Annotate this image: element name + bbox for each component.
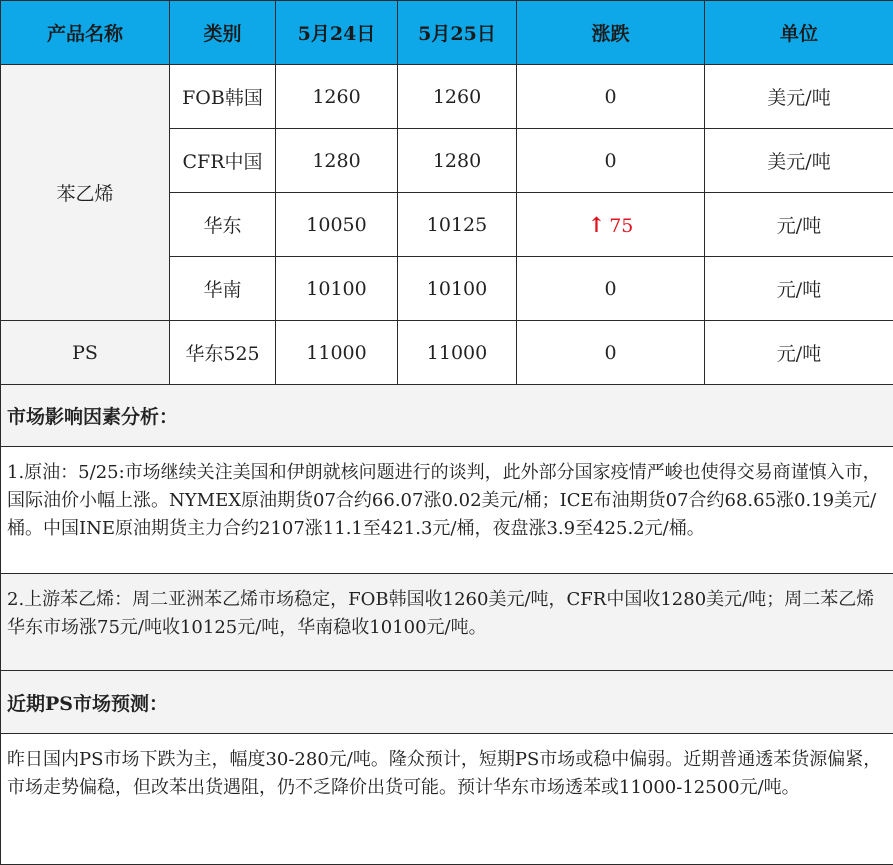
date1-value: 11000 xyxy=(276,321,398,385)
change-value-up xyxy=(517,193,705,257)
analysis-title: 市场影响因素分析： xyxy=(1,385,893,447)
table-row xyxy=(1,321,893,385)
category-cell: 华东 xyxy=(170,193,276,257)
forecast-title-row xyxy=(1,671,893,734)
analysis-paragraph-styrene: 2.上游苯乙烯：周二亚洲苯乙烯市场稳定，FOB韩国收1260美元/吨，CFR中国收1280美元/吨；周二苯乙烯华东市场涨75元/吨收10125元/吨，华南稳收10100元/吨。 xyxy=(1,574,893,671)
analysis-paragraph-row xyxy=(1,574,893,671)
header-product: 产品名称 xyxy=(1,1,170,65)
header-category: 类别 xyxy=(170,1,276,65)
date2-value: 10100 xyxy=(398,257,517,321)
change-value: 0 xyxy=(517,321,705,385)
date1-value: 1260 xyxy=(276,65,398,129)
product-name-ps: PS xyxy=(1,321,170,385)
change-value: 0 xyxy=(517,65,705,129)
change-value: 0 xyxy=(517,257,705,321)
date1-value: 10100 xyxy=(276,257,398,321)
header-unit: 单位 xyxy=(705,1,893,65)
table-row xyxy=(1,65,893,129)
forecast-paragraph: 昨日国内PS市场下跌为主，幅度30-280元/吨。隆众预计，短期PS市场或稳中偏弱。近期普通透苯货源偏紧，市场走势偏稳，但改苯出货遇阻，仍不乏降价出货可能。预计华东市场透苯或11000-12500元/吨。 xyxy=(1,734,893,865)
date2-value: 10125 xyxy=(398,193,517,257)
unit-value: 元/吨 xyxy=(705,193,893,257)
date1-value: 10050 xyxy=(276,193,398,257)
unit-value: 美元/吨 xyxy=(705,129,893,193)
table-header-row xyxy=(1,1,893,65)
date2-value: 1280 xyxy=(398,129,517,193)
unit-value: 元/吨 xyxy=(705,257,893,321)
analysis-paragraph-crude: 1.原油：5/25:市场继续关注美国和伊朗就核问题进行的谈判，此外部分国家疫情严峻也使得交易商谨慎入市，国际油价小幅上涨。NYMEX原油期货07合约66.07涨0.02美元/桶；ICE布油期货07合约68.65涨0.19美元/桶。中国INE原油期货主力合约2107涨11.1至421.3元/桶，夜盘涨3.9至425.2元/桶。 xyxy=(1,447,893,574)
unit-value: 元/吨 xyxy=(705,321,893,385)
header-date-1: 5月24日 xyxy=(276,1,398,65)
unit-value: 美元/吨 xyxy=(705,65,893,129)
forecast-paragraph-row xyxy=(1,734,893,865)
category-cell: 华南 xyxy=(170,257,276,321)
change-amount: 75 xyxy=(609,215,633,237)
category-cell: 华东525 xyxy=(170,321,276,385)
header-change: 涨跌 xyxy=(517,1,705,65)
category-cell: FOB韩国 xyxy=(170,65,276,129)
date1-value: 1280 xyxy=(276,129,398,193)
product-name-styrene: 苯乙烯 xyxy=(1,65,170,321)
header-date-2: 5月25日 xyxy=(398,1,517,65)
date2-value: 1260 xyxy=(398,65,517,129)
change-value: 0 xyxy=(517,129,705,193)
arrow-up-icon: ↑ xyxy=(588,212,606,237)
date2-value: 11000 xyxy=(398,321,517,385)
category-cell: CFR中国 xyxy=(170,129,276,193)
analysis-title-row xyxy=(1,385,893,447)
forecast-title: 近期PS市场预测： xyxy=(1,671,893,734)
analysis-paragraph-row xyxy=(1,447,893,574)
